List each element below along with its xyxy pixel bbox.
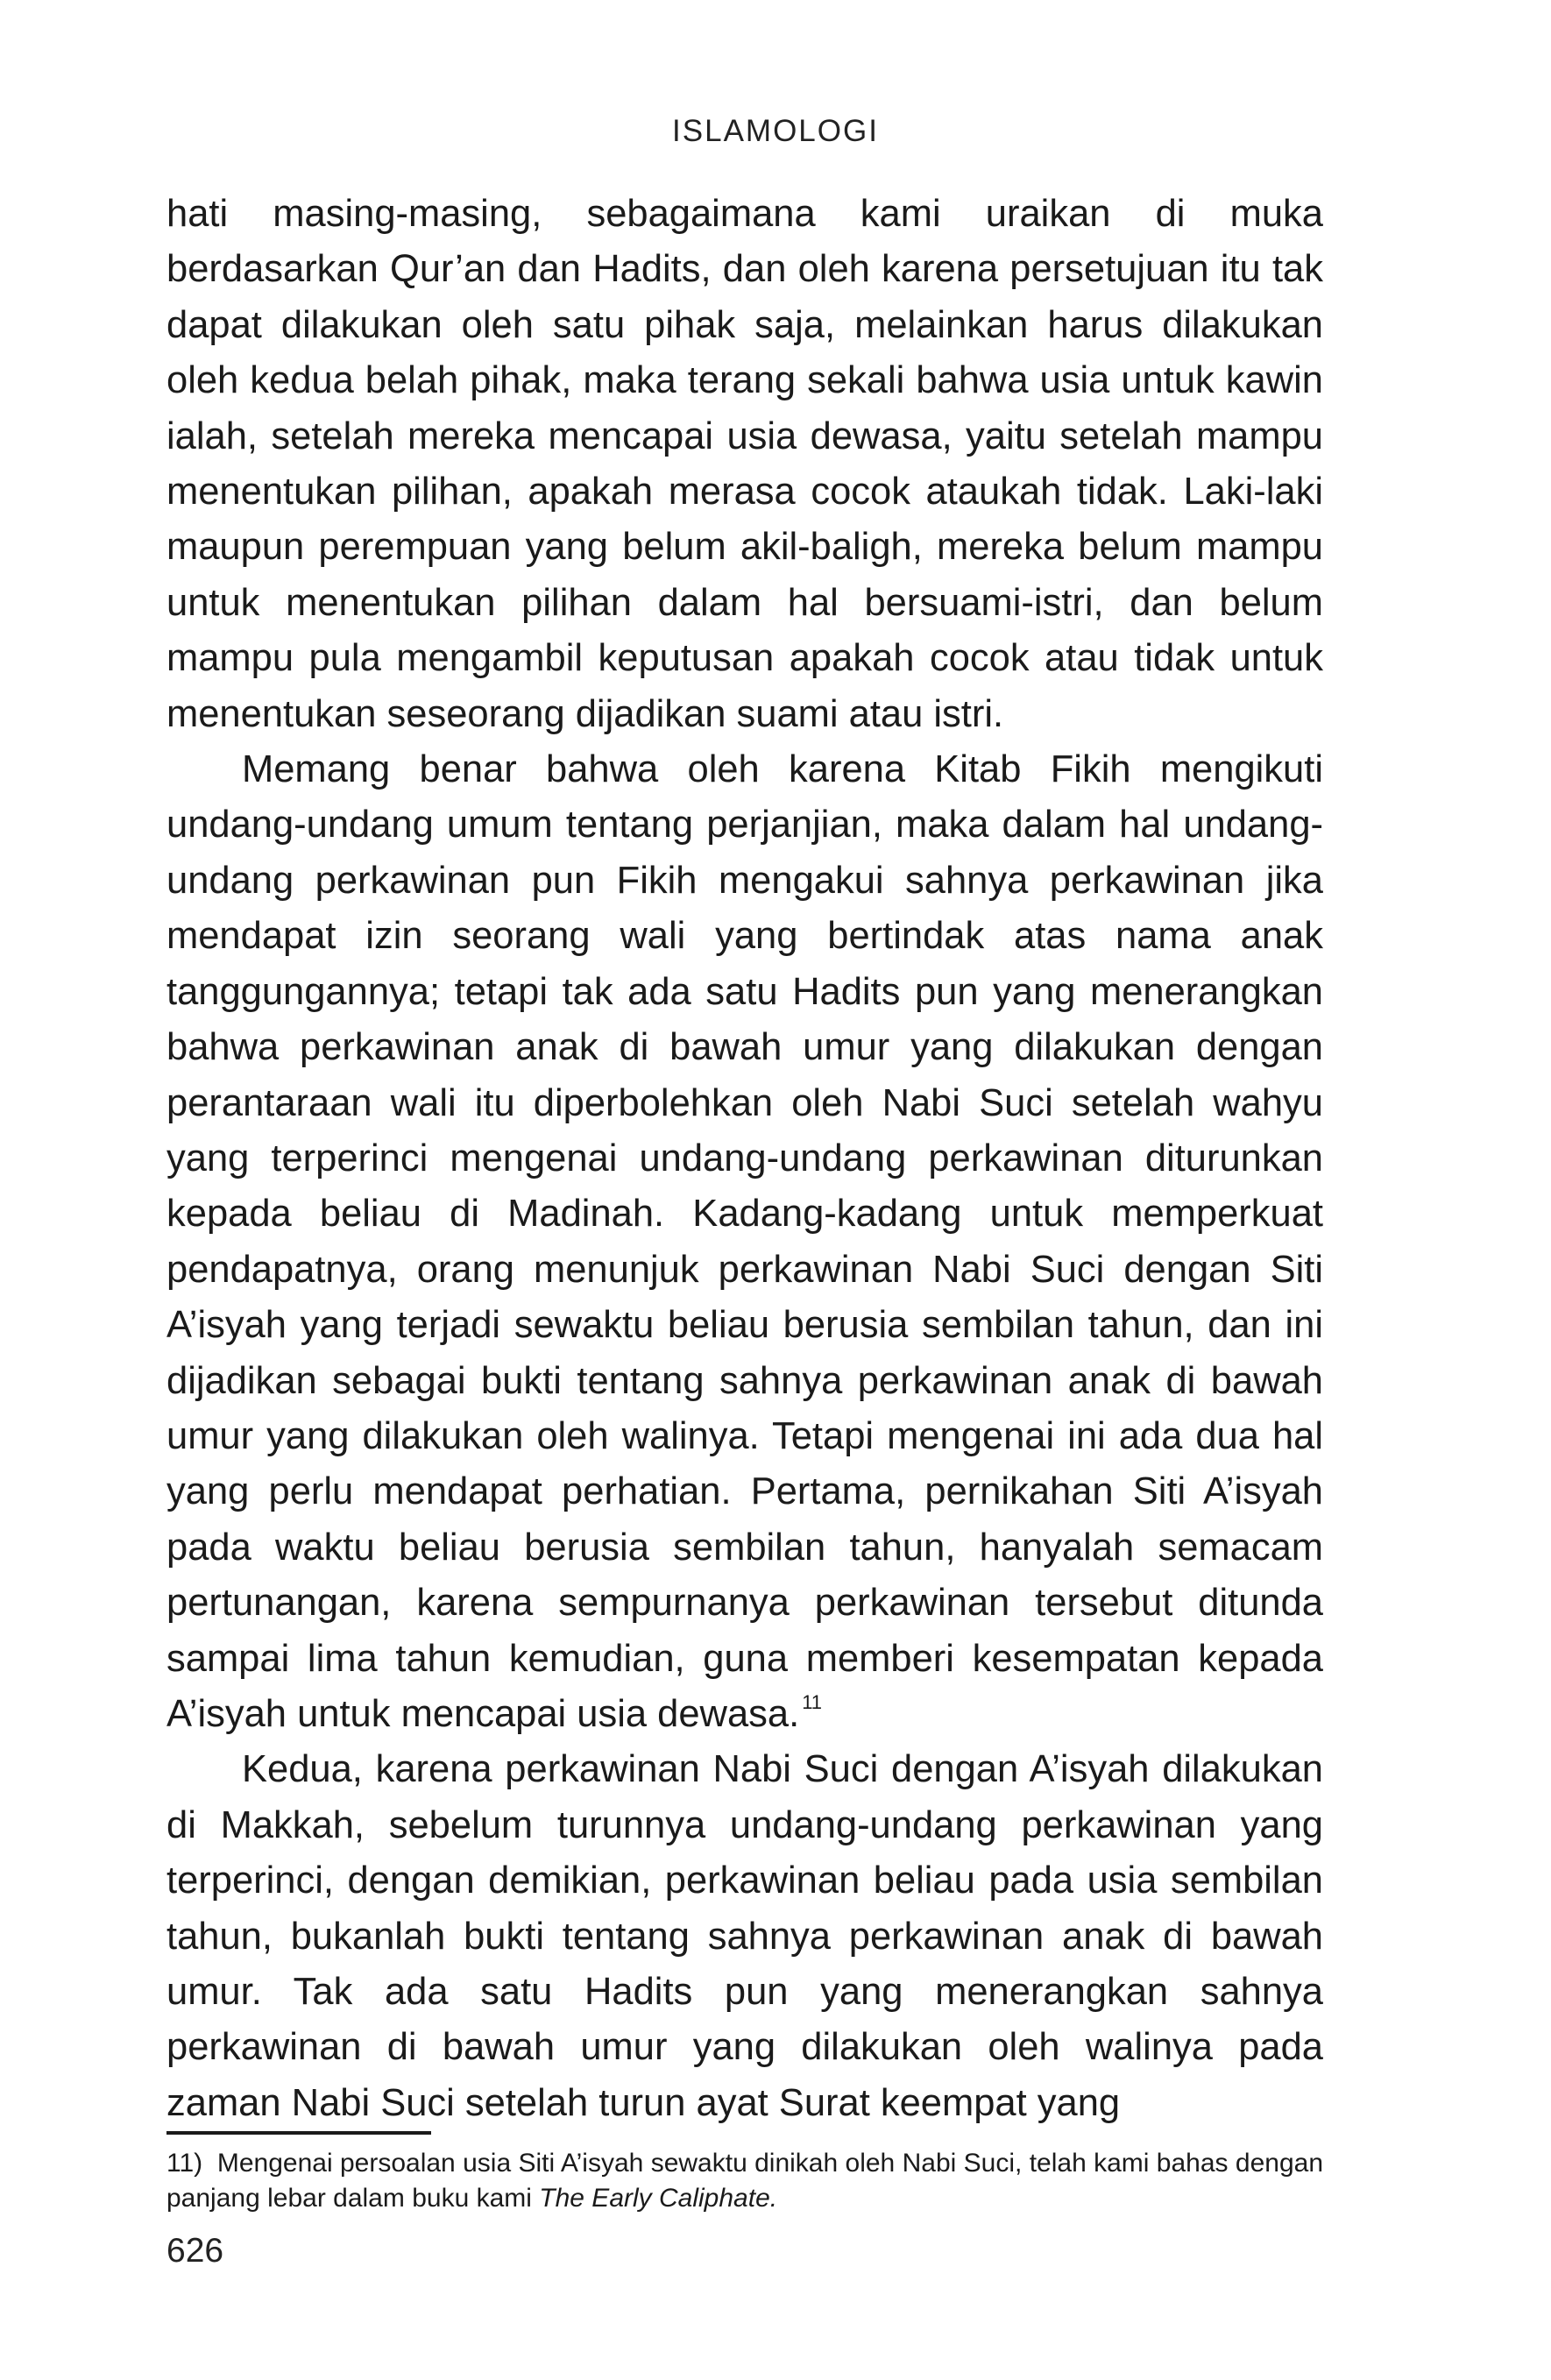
footnote-text: Mengenai persoalan usia Siti A’isyah sewaktu dinikah oleh Nabi Suci, telah kami bahas dengan panjang lebar dalam buku kami [166,2149,1324,2213]
footnote-label: 11) [166,2149,203,2178]
running-header: ISLAMOLOGI [672,114,879,148]
footnote-divider [166,2131,431,2135]
paragraph-3 [166,1742,1323,2131]
paragraph-2 [166,742,1323,1742]
footnote-area [166,2146,1323,2216]
footnote-11 [166,2146,1323,2216]
footnote-book-title: The Early Caliphate. [539,2184,778,2213]
paragraph-3-text: Kedua, karena perkawinan Nabi Suci dengan A’isyah dilakukan di Makkah, sebelum turunnya undang-undang perkawinan yang terperinci, dengan demikian, perkawinan beliau pada usia sembilan tahun, bukanlah bukti tentang sahnya perkawinan anak di bawah umur. Tak ada satu Hadits pun yang menerangkan sahnya perkawinan di bawah umur yang dilakukan oleh walinya pada zaman Nabi Suci setelah turun ayat Surat keempat yang [166,1748,1323,2124]
page-number: 626 [166,2232,224,2270]
main-text [166,187,1323,2131]
paragraph-2-text: Memang benar bahwa oleh karena Kitab Fikih mengikuti undang-undang umum tentang perjanjian, maka dalam hal undang-undang perkawinan pun Fikih mengakui sahnya perkawinan jika mendapat izin seorang wali yang bertindak atas nama anak tanggungannya; tetapi tak ada satu Hadits pun yang menerangkan bahwa perkawinan anak di bawah umur yang dilakukan dengan perantaraan wali itu diperbolehkan oleh Nabi Suci setelah wahyu yang terperinci mengenai undang-undang perkawinan diturunkan kepada beliau di Madinah. Kadang-kadang untuk memperkuat pendapatnya, orang menunjuk perkawinan Nabi Suci dengan Siti A’isyah yang terjadi sewaktu beliau berusia sembilan tahun, dan ini dijadikan sebagai bukti tentang sahnya perkawinan anak di bawah umur yang dilakukan oleh walinya. Tetapi mengenai ini ada dua hal yang perlu mendapat perhatian. Pertama, pernikahan Siti A’isyah pada waktu beliau berusia sembilan tahun, hanyalah semacam pertunangan, karena sempurnanya perkawinan tersebut ditunda sampai lima tahun kemudian, guna memberi kesempatan kepada A’isyah untuk mencapai usia dewasa. [166,748,1323,1735]
paragraph-1 [166,187,1323,742]
footnote-reference-11[interactable]: 11 [802,1690,823,1713]
paragraph-1-text: hati masing-masing, sebagaimana kami uraikan di muka berdasarkan Qur’an dan Hadits, dan oleh karena persetujuan itu tak dapat dilakukan oleh satu pihak saja, melainkan harus dilakukan oleh kedua belah pihak, maka terang sekali bahwa usia untuk kawin ialah, setelah mereka mencapai usia dewasa, yaitu setelah mampu menentukan pilihan, apakah merasa cocok ataukah tidak. Laki-laki maupun perempuan yang belum akil-baligh, mereka belum mampu untuk menentukan pilihan dalam hal bersuami-istri, dan belum mampu pula mengambil keputusan apakah cocok atau tidak untuk menentukan seseorang dijadikan suami atau istri. [166,193,1323,735]
